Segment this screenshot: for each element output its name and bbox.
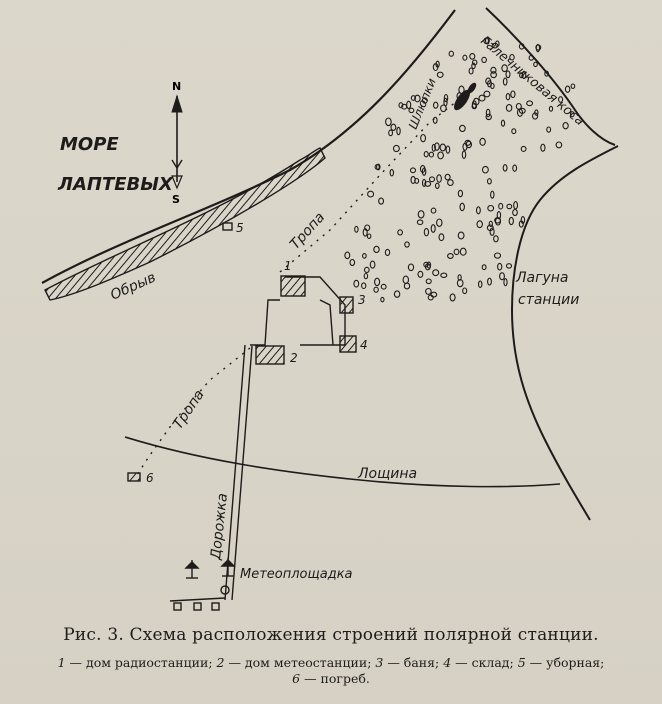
pebble (499, 203, 503, 209)
weather-site-label: Метеоплощадка (240, 567, 353, 582)
pebble (431, 292, 437, 297)
pebble (547, 127, 551, 132)
pebble (431, 208, 436, 213)
pebble (512, 129, 516, 134)
pebble (480, 138, 485, 145)
pebble (439, 234, 444, 241)
pebble (482, 57, 487, 62)
pebble (479, 95, 485, 101)
hollow-line (125, 437, 560, 487)
pebble (427, 262, 430, 268)
pebble (448, 180, 454, 186)
legend-number: 2 (216, 655, 225, 670)
hollow-label: Лощина (358, 466, 418, 482)
pebble (397, 127, 400, 134)
figure-legend (0, 655, 662, 687)
pebble (434, 102, 438, 108)
pebble (460, 125, 466, 131)
pebble (495, 253, 501, 258)
pebble (437, 175, 442, 182)
pebble (511, 91, 515, 98)
pebble (441, 105, 447, 112)
lagoon-label-line2: станции (518, 292, 580, 308)
pebble (507, 264, 512, 268)
pebble (403, 276, 408, 283)
pebble (458, 190, 462, 196)
legend-text: — склад; (451, 655, 518, 670)
pebble (374, 287, 378, 292)
building-2-meteo (256, 346, 284, 364)
pebble (408, 264, 413, 271)
pebble (423, 179, 426, 186)
boats-label: Шлюпки (405, 76, 439, 132)
pebble (445, 174, 450, 180)
pebble (354, 280, 359, 287)
pebble (446, 146, 450, 153)
legend-text: — баня; (383, 655, 444, 670)
pebble (477, 221, 482, 228)
legend-text: — уборная; (525, 655, 605, 670)
pebble (389, 130, 393, 136)
pebble (385, 249, 389, 255)
pebble (449, 51, 453, 56)
weather-box-row (170, 598, 225, 610)
building-6-cellar (128, 473, 140, 481)
pebble (501, 120, 504, 126)
pebble (513, 165, 517, 171)
building-4-storage (340, 336, 356, 352)
pebble (556, 142, 562, 148)
pebble (381, 284, 386, 289)
pebble (440, 144, 445, 151)
building-number-6: 6 (146, 471, 154, 485)
pebble (463, 55, 467, 60)
pebble (527, 101, 533, 106)
building-3-bath (340, 297, 353, 313)
building-1-radio (281, 276, 305, 296)
pebble (448, 254, 454, 259)
pebble (488, 206, 494, 211)
pebble (500, 273, 505, 280)
pebble (514, 202, 518, 209)
legend-number: 1 (57, 655, 66, 670)
pebble (364, 274, 367, 279)
cliff-label: Обрыв (108, 269, 159, 304)
pebble (488, 278, 492, 285)
spit-label: Галечниковая коса (477, 33, 588, 129)
pebble (350, 260, 355, 266)
pebble (381, 297, 384, 301)
pebble (394, 291, 399, 297)
pebble (454, 249, 459, 254)
pebble (506, 94, 510, 100)
pebble (424, 152, 428, 157)
pebble (417, 220, 422, 225)
pebble (503, 78, 507, 85)
trail-lower-label: Тропа (170, 387, 208, 433)
pebble (421, 135, 426, 142)
legend-line-2 (0, 671, 662, 687)
pebble (398, 230, 403, 235)
road-label: Дорожка (208, 492, 231, 561)
legend-text: — дом метеостанции; (224, 655, 376, 670)
sea-label-line2: ЛАПТЕВЫХ (58, 174, 173, 195)
pebble (534, 62, 538, 66)
pebble (426, 279, 431, 284)
pebble (463, 288, 467, 294)
lagoon-label-line1: Лагуна (516, 270, 569, 286)
pebble (565, 86, 569, 92)
pebble (460, 248, 466, 255)
building-5-latrine (223, 223, 232, 230)
pebble (479, 281, 482, 287)
pebble (370, 261, 375, 268)
pebble (365, 267, 370, 272)
legend-number: 4 (443, 655, 452, 670)
legend-number: 3 (375, 655, 384, 670)
legend-number: 6 (292, 671, 301, 686)
pebble (405, 242, 409, 247)
building-number-3: 3 (358, 293, 366, 307)
pebble (407, 101, 411, 108)
pebble (541, 144, 545, 151)
sea-label-line1: МОРЕ (60, 134, 119, 155)
pebble (491, 67, 496, 73)
pebble (506, 71, 510, 78)
pebble (470, 54, 475, 60)
lagoon-shore (512, 146, 618, 520)
pebble (431, 225, 435, 233)
pebble (437, 72, 443, 77)
pebble (506, 105, 511, 112)
pebble (436, 183, 440, 188)
pebble (483, 166, 489, 173)
pebble (513, 210, 518, 216)
pebble (426, 289, 432, 295)
pebble (491, 191, 494, 198)
pebble (363, 254, 367, 259)
pebble (503, 165, 507, 171)
pebble (482, 265, 486, 270)
building-number-1: 1 (284, 259, 292, 273)
pebble (536, 44, 539, 51)
pebble (374, 246, 379, 252)
pebble (494, 236, 499, 242)
pebble (460, 203, 464, 210)
pebble (355, 226, 358, 232)
pebble (386, 118, 392, 126)
pebble (379, 198, 384, 204)
pebble (462, 151, 465, 159)
pebble (424, 228, 428, 235)
pebble (390, 170, 393, 176)
pebble (469, 68, 473, 74)
legend-line-1 (0, 655, 662, 671)
pebble (391, 124, 396, 130)
pebble (507, 204, 512, 208)
legend-number: 5 (517, 655, 526, 670)
legend-text: — дом радиостанции; (65, 655, 217, 670)
pebble (441, 273, 447, 277)
pebble (450, 294, 455, 301)
pebble (368, 191, 374, 197)
pebble (563, 123, 568, 129)
pebble (488, 179, 492, 184)
north-arrow-icon (172, 96, 182, 188)
pebble (411, 168, 416, 173)
trail-upper-label: Тропа (287, 209, 329, 253)
pebble (418, 271, 423, 277)
pebble (433, 270, 439, 276)
pebble (571, 84, 575, 88)
pebble (394, 145, 400, 151)
pebble (367, 234, 370, 238)
north-label: N (172, 80, 182, 93)
pebble (430, 177, 435, 182)
pebble (504, 279, 507, 286)
pebble (458, 232, 464, 239)
pebble (429, 152, 433, 157)
building-number-4: 4 (360, 338, 368, 352)
pebble (438, 152, 444, 159)
pebble (521, 146, 526, 151)
pebble (437, 219, 442, 226)
legend-text: — погреб. (300, 671, 370, 686)
figure-caption: Рис. 3. Схема расположения строений полярной станции. (63, 625, 599, 645)
pebble (362, 283, 366, 289)
south-label: S (172, 193, 180, 206)
pebble (375, 278, 380, 285)
pebble (418, 211, 424, 218)
building-number-5: 5 (236, 221, 244, 235)
pebble (345, 252, 350, 259)
building-number-2: 2 (290, 351, 298, 365)
spit-outer-coast (486, 8, 615, 145)
pebble (498, 263, 502, 270)
pebble (509, 217, 513, 224)
pebble (477, 207, 481, 214)
pebble (491, 84, 494, 89)
